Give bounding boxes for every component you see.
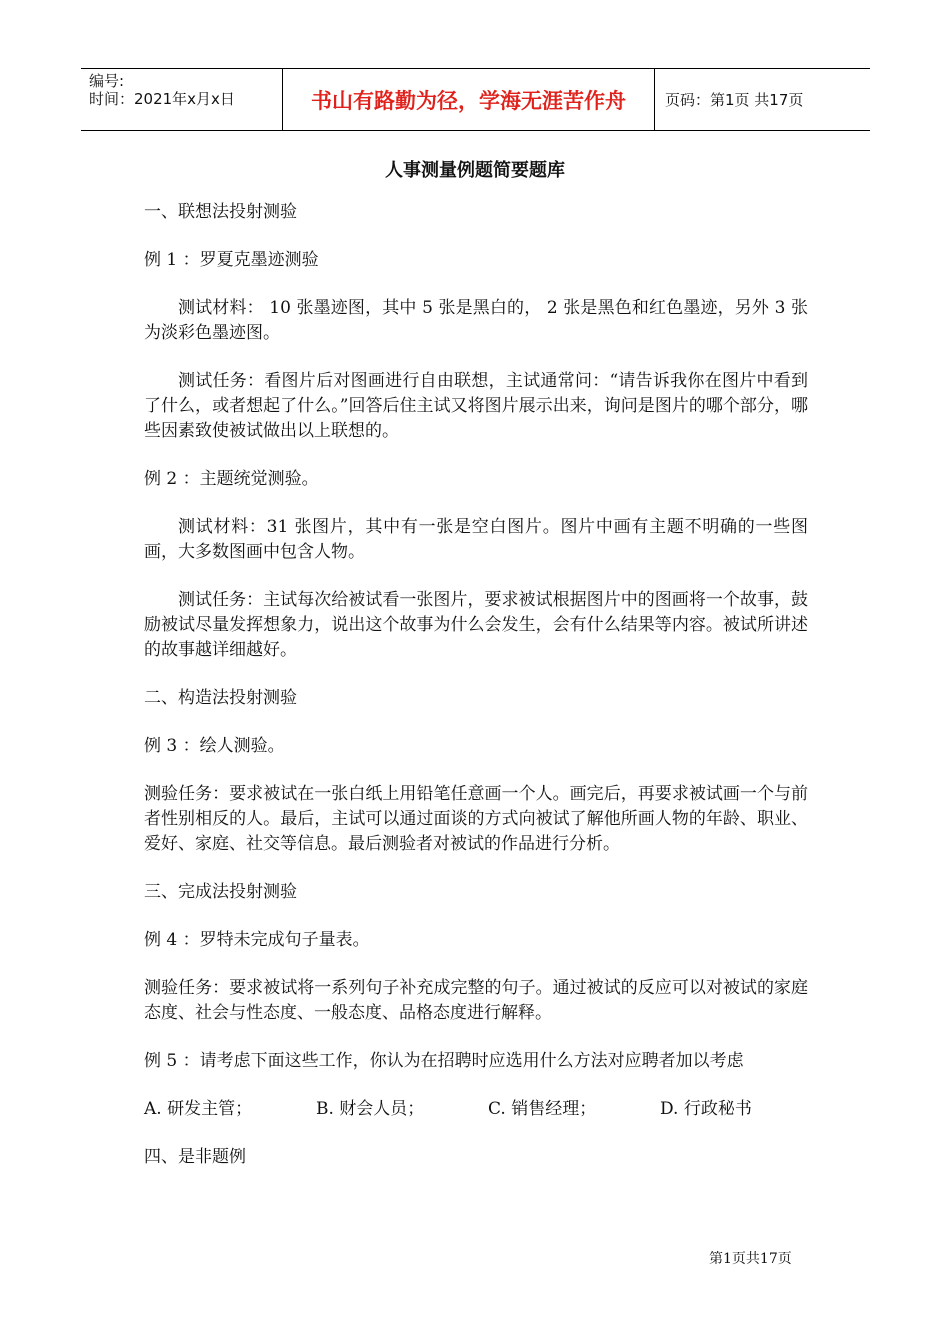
example-4-heading: 例 4 ：罗特未完成句子量表。	[144, 930, 370, 950]
option-a: A. 研发主管；	[144, 1099, 253, 1119]
example-5-heading: 例 5 ：请考虑下面这些工作，你认为在招聘时应选用什么方法对应聘者加以考虑	[144, 1051, 744, 1071]
page-footer: 第1页共17页	[709, 1251, 792, 1267]
option-c: C. 销售经理；	[488, 1099, 597, 1119]
page-header	[81, 68, 870, 131]
example-2-task: 测试任务：主试每次给被试看一张图片，要求被试根据图片中的图画将一个故事，鼓励被试尽量发挥想象力，说出这个故事为什么会发生，会有什么结果等内容。被试所讲述的故事越详细越好。	[144, 590, 808, 660]
example-2-material: 测试材料：31 张图片，其中有一张是空白图片。图片中画有主题不明确的一些图画，大多数图画中包含人物。	[144, 517, 808, 562]
document-time-label: 时间：2021年x月x日	[89, 90, 235, 108]
section-heading-2: 二、构造法投射测验	[144, 688, 297, 708]
section-heading-1: 一、联想法投射测验	[144, 202, 297, 222]
example-4-task: 测验任务：要求被试将一系列句子补充成完整的句子。通过被试的反应可以对被试的家庭态度、社会与性态度、一般态度、品格态度进行解释。	[144, 978, 808, 1023]
section-heading-4: 四、是非题例	[144, 1147, 246, 1167]
document-body	[144, 200, 808, 1193]
example-3-task: 测验任务：要求被试在一张白纸上用铅笔任意画一个人。画完后，再要求被试画一个与前者性别相反的人。最后，主试可以通过面谈的方式向被试了解他所画人物的年龄、职业、爱好、家庭、社交等信息。最后测验者对被试的作品进行分析。	[144, 784, 808, 854]
example-1-material: 测试材料： 10 张墨迹图，其中 5 张是黑白的， 2 张是黑色和红色墨迹，另外 3 张为淡彩色墨迹图。	[144, 298, 808, 343]
example-2-heading: 例 2 ：主题统觉测验。	[144, 469, 319, 489]
document-number-label: 编号:	[89, 72, 125, 90]
example-5-options	[144, 1097, 808, 1122]
example-3-heading: 例 3 ：绘人测验。	[144, 736, 285, 756]
section-heading-3: 三、完成法投射测验	[144, 882, 297, 902]
header-meta	[81, 69, 282, 130]
header-page-info: 页码：第1页 共17页	[665, 91, 804, 109]
example-1-task: 测试任务：看图片后对图画进行自由联想，主试通常问：“请告诉我你在图片中看到了什么，或者想起了什么。”回答后住主试又将图片展示出来，询问是图片的哪个部分，哪些因素致使被试做出以上联想的。	[144, 371, 808, 441]
example-1-heading: 例 1 ：罗夏克墨迹测验	[144, 250, 319, 270]
document-title: 人事测量例题简要题库	[385, 160, 565, 181]
header-motto: 书山有路勤为径，学海无涯苦作舟	[282, 69, 655, 130]
option-d: D. 行政秘书	[660, 1099, 752, 1119]
option-b: B. 财会人员；	[316, 1099, 425, 1119]
